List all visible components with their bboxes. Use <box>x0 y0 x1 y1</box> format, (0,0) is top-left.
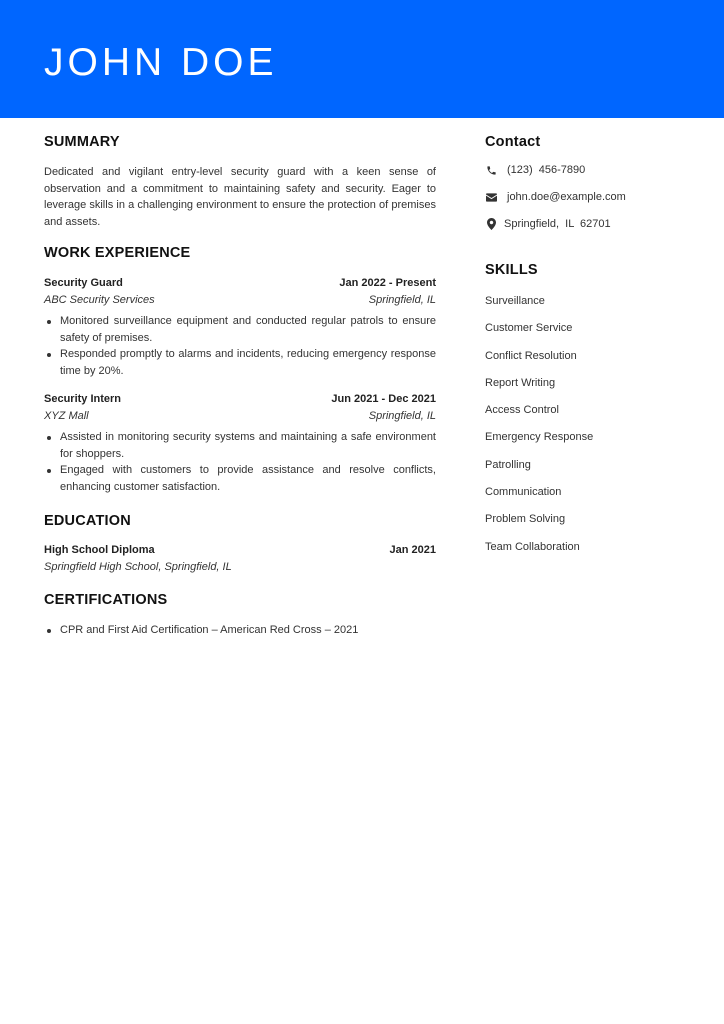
job-role: Security Intern <box>44 393 122 405</box>
job-role: Security Guard <box>44 277 123 289</box>
sidebar-column <box>485 118 685 555</box>
bullet-item: Responded promptly to alarms and incidents, reducing emergency response time by 20%. <box>44 346 436 379</box>
job-dates: Jan 2022 - Present <box>339 277 436 289</box>
location-text: Springfield, IL 62701 <box>504 218 611 230</box>
skill-item: Surveillance <box>485 295 545 307</box>
summary-heading: SUMMARY <box>44 134 120 150</box>
skills-heading: SKILLS <box>485 262 538 278</box>
degree: High School Diploma <box>44 544 155 556</box>
contact-section <box>485 133 685 232</box>
summary-section <box>44 133 436 230</box>
education-section <box>44 512 436 575</box>
skill-item: Team Collaboration <box>485 540 580 553</box>
skill-item: Emergency Response <box>485 431 594 444</box>
bullet-dot-icon <box>47 629 51 633</box>
education-date: Jan 2021 <box>389 544 436 556</box>
bullet-dot-icon <box>47 353 51 357</box>
certifications-section <box>44 591 436 639</box>
skill-item: Patrolling <box>485 458 531 471</box>
job-entry <box>44 391 436 495</box>
job-bullets <box>44 429 436 495</box>
certifications-heading: CERTIFICATIONS <box>44 592 168 608</box>
experience-heading: WORK EXPERIENCE <box>44 245 191 261</box>
skill-item: Report Writing <box>485 376 556 389</box>
header-banner <box>0 0 724 118</box>
envelope-icon <box>485 191 497 203</box>
skill-item: Conflict Resolution <box>485 349 577 362</box>
job-location: Springfield, IL <box>368 409 436 422</box>
job-entry <box>44 275 436 379</box>
contact-heading: Contact <box>485 134 541 150</box>
candidate-name: JOHN DOE <box>44 41 278 84</box>
skill-item: Access Control <box>485 404 559 417</box>
email-address: john.doe@example.com <box>507 191 626 203</box>
contact-phone <box>485 162 685 178</box>
bullet-item: Monitored surveillance equipment and conducted regular patrols to ensure safety of premises. <box>44 313 436 346</box>
skill-item: Communication <box>485 486 562 499</box>
job-bullets <box>44 313 436 379</box>
certification-item: CPR and First Aid Certification – American Red Cross – 2021 <box>44 622 436 639</box>
education-heading: EDUCATION <box>44 513 131 529</box>
main-column <box>44 118 436 639</box>
job-company: ABC Security Services <box>44 293 155 306</box>
certification-list <box>44 622 436 639</box>
contact-email <box>485 189 685 205</box>
school: Springfield High School, Springfield, IL <box>44 560 232 573</box>
bullet-dot-icon <box>47 469 51 473</box>
map-pin-icon <box>485 218 497 230</box>
skill-item: Problem Solving <box>485 513 566 526</box>
skills-list <box>485 293 685 555</box>
experience-section <box>44 244 436 495</box>
skill-item: Customer Service <box>485 322 573 335</box>
bullet-dot-icon <box>47 320 51 324</box>
job-company: XYZ Mall <box>44 409 89 422</box>
contact-location <box>485 216 685 232</box>
bullet-dot-icon <box>47 436 51 440</box>
bullet-item: Assisted in monitoring security systems and maintaining a safe environment for shoppers. <box>44 429 436 462</box>
summary-text: Dedicated and vigilant entry-level security guard with a keen sense of observation and a commitment to maintaining safety and security. Eager to leverage skills in a challenging environment to ensure the protection of premises and assets. <box>44 166 436 228</box>
job-dates: Jun 2021 - Dec 2021 <box>331 393 436 405</box>
phone-number: (123) 456-7890 <box>507 164 586 176</box>
bullet-item: Engaged with customers to provide assistance and resolve conflicts, enhancing customer satisfaction. <box>44 462 436 495</box>
job-location: Springfield, IL <box>368 293 436 306</box>
skills-section <box>485 261 685 555</box>
phone-icon <box>485 164 497 176</box>
